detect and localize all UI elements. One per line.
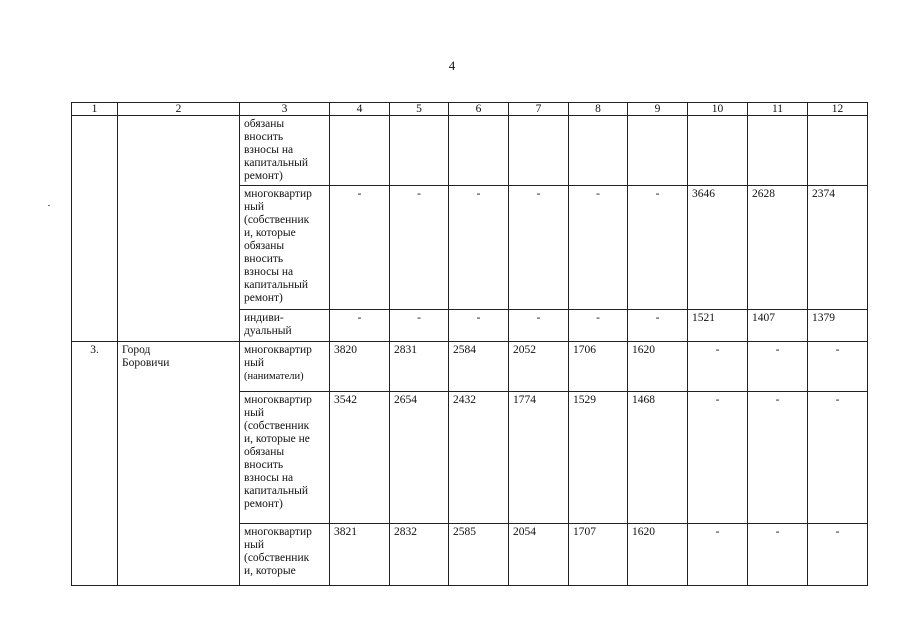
locality-cell: Город Боровичи: [118, 342, 240, 586]
table-row: [72, 116, 868, 186]
value-cell: -: [748, 392, 808, 524]
value-cell: 2831: [390, 342, 449, 392]
value-cell: -: [330, 186, 390, 310]
value-cell: [748, 116, 808, 186]
value-cell: [808, 116, 868, 186]
value-cell: -: [808, 524, 868, 586]
value-cell: [330, 116, 390, 186]
column-header: 9: [628, 103, 688, 116]
value-cell: -: [808, 342, 868, 392]
value-cell: 1774: [509, 392, 569, 524]
value-cell: -: [449, 310, 509, 342]
column-header: 11: [748, 103, 808, 116]
value-cell: 2052: [509, 342, 569, 392]
housing-type-cell: многоквартир ный (собственник и, которые не обязаны вносить взносы на капитальный ремонт): [240, 392, 330, 524]
value-cell: -: [688, 524, 748, 586]
value-cell: 1620: [628, 342, 688, 392]
value-cell: 1707: [569, 524, 628, 586]
housing-type-cell: индиви- дуальный: [240, 310, 330, 342]
housing-type-cell: многоквартир ный (наниматели): [240, 342, 330, 392]
value-cell: [628, 116, 688, 186]
page-number: 4: [448, 58, 456, 73]
housing-type-cell: многоквартир ный (собственник и, которые: [240, 524, 330, 586]
value-cell: -: [509, 310, 569, 342]
value-cell: -: [628, 186, 688, 310]
value-cell: -: [509, 186, 569, 310]
column-header: 2: [118, 103, 240, 116]
value-cell: 1620: [628, 524, 688, 586]
value-cell: 1468: [628, 392, 688, 524]
value-cell: 2585: [449, 524, 509, 586]
column-header: 4: [330, 103, 390, 116]
value-cell: [509, 116, 569, 186]
value-cell: -: [390, 186, 449, 310]
value-cell: [688, 116, 748, 186]
value-cell: 1379: [808, 310, 868, 342]
scan-speck: [48, 205, 50, 206]
value-cell: 2432: [449, 392, 509, 524]
value-cell: 2374: [808, 186, 868, 310]
value-cell: 1521: [688, 310, 748, 342]
value-cell: -: [569, 310, 628, 342]
housing-type-cell: обязаны вносить взносы на капитальный ремонт): [240, 116, 330, 186]
value-cell: 2832: [390, 524, 449, 586]
value-cell: 1529: [569, 392, 628, 524]
column-header: 5: [390, 103, 449, 116]
table-row: [72, 342, 868, 392]
value-cell: [390, 116, 449, 186]
data-table: [71, 102, 868, 586]
value-cell: 3820: [330, 342, 390, 392]
value-cell: 3646: [688, 186, 748, 310]
column-header: 8: [569, 103, 628, 116]
value-cell: -: [628, 310, 688, 342]
value-cell: -: [748, 524, 808, 586]
value-cell: -: [330, 310, 390, 342]
column-header: 10: [688, 103, 748, 116]
column-number-row: [72, 103, 868, 116]
value-cell: 3821: [330, 524, 390, 586]
column-header: 12: [808, 103, 868, 116]
value-cell: -: [748, 342, 808, 392]
column-header: 3: [240, 103, 330, 116]
value-cell: 2584: [449, 342, 509, 392]
value-cell: -: [390, 310, 449, 342]
value-cell: 2628: [748, 186, 808, 310]
row-number-cell: 3.: [72, 342, 118, 586]
value-cell: -: [808, 392, 868, 524]
value-cell: 1706: [569, 342, 628, 392]
value-cell: -: [688, 392, 748, 524]
value-cell: [569, 116, 628, 186]
value-cell: 2054: [509, 524, 569, 586]
column-header: 1: [72, 103, 118, 116]
value-cell: -: [449, 186, 509, 310]
column-header: 7: [509, 103, 569, 116]
value-cell: -: [569, 186, 628, 310]
value-cell: 2654: [390, 392, 449, 524]
housing-type-cell: многоквартир ный (собственник и, которые обязаны вносить взносы на капитальный ремонт): [240, 186, 330, 310]
locality-cell: [118, 116, 240, 342]
column-header: 6: [449, 103, 509, 116]
row-number-cell: [72, 116, 118, 342]
value-cell: 1407: [748, 310, 808, 342]
value-cell: [449, 116, 509, 186]
value-cell: 3542: [330, 392, 390, 524]
value-cell: -: [688, 342, 748, 392]
